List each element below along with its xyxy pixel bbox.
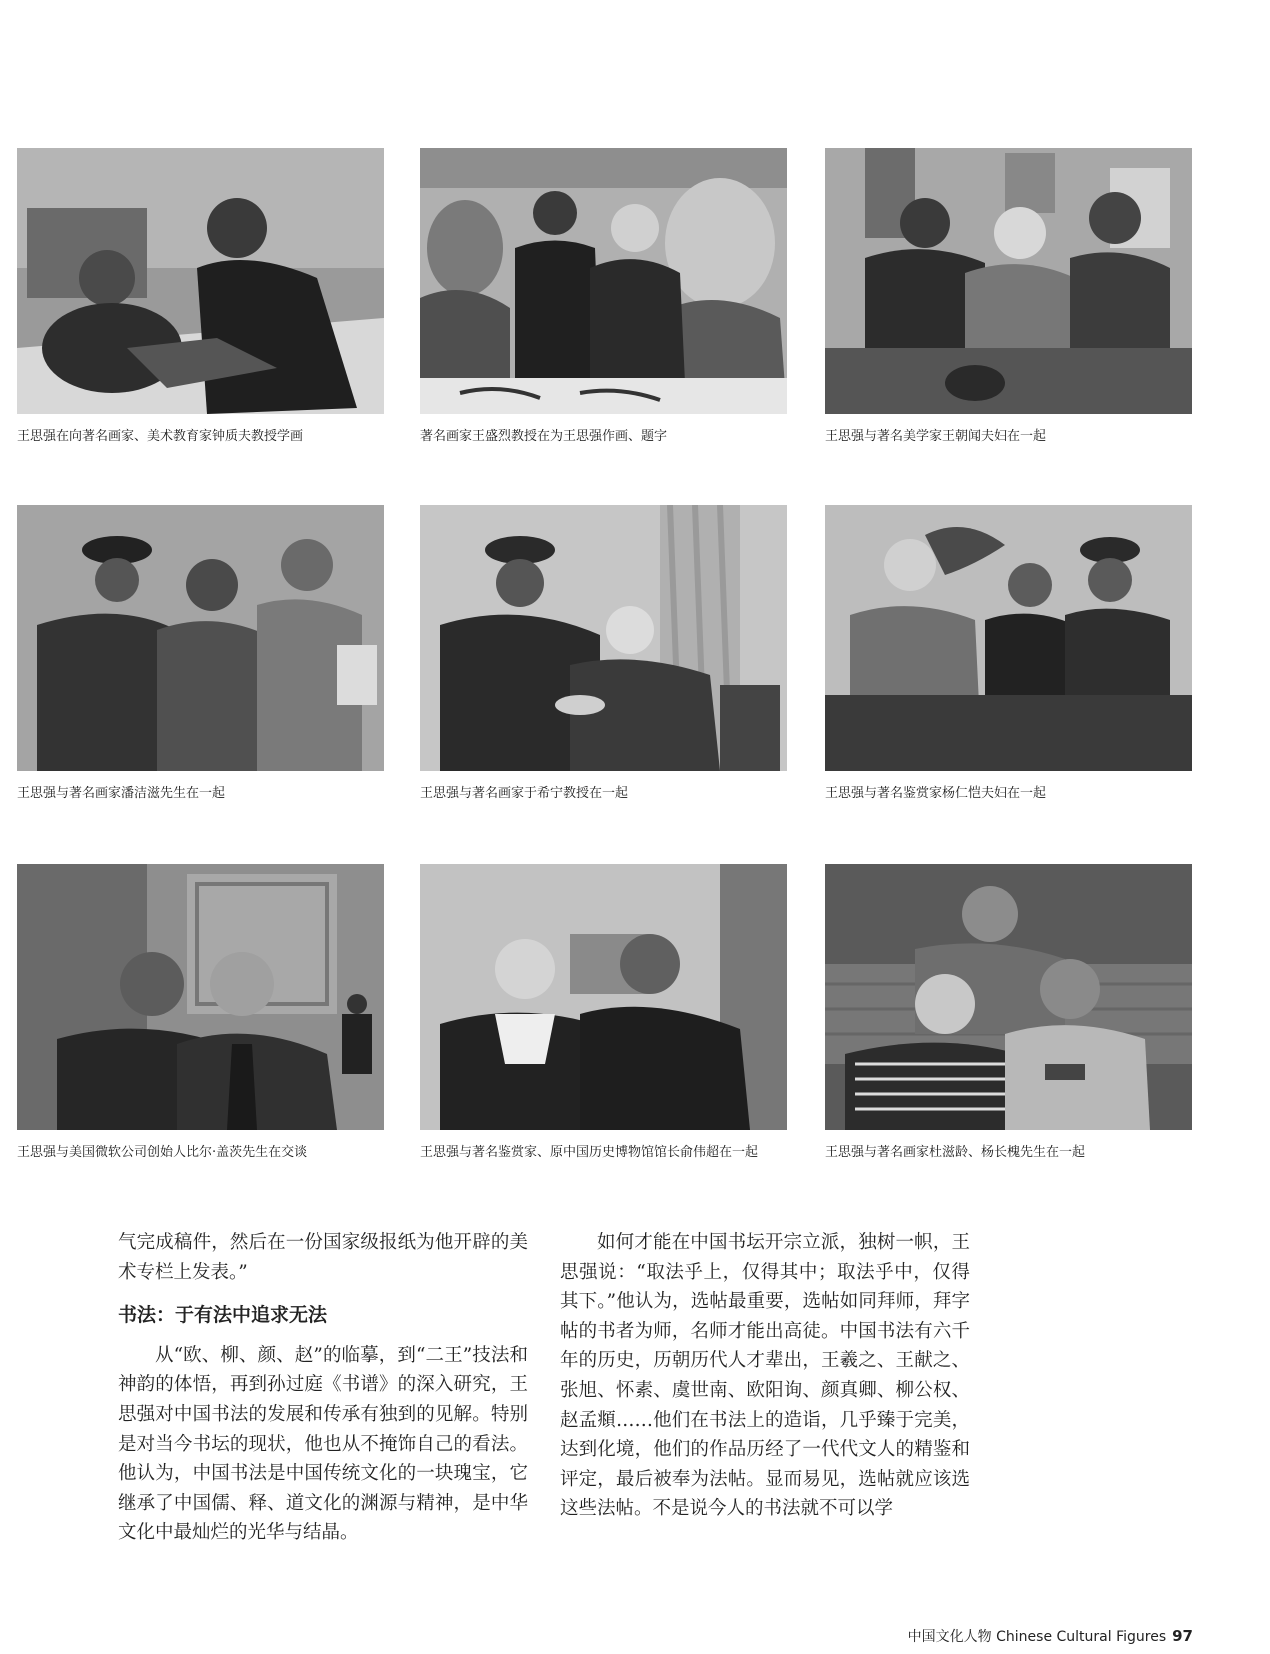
photo-portrait-painting (420, 148, 787, 414)
article-column-right (560, 1228, 970, 1524)
photo-three-men-seated (17, 505, 384, 771)
photo-caption: 王思强与著名画家于希宁教授在一起 (420, 786, 629, 801)
photo-caption: 王思强与著名画家杜滋龄、杨长槐先生在一起 (825, 1145, 1086, 1160)
photo-caption: 王思强在向著名画家、美术教育家钟质夫教授学画 (17, 429, 304, 444)
photo-aesthetician-couple (825, 148, 1192, 414)
photo-caption: 王思强与著名美学家王朝闻夫妇在一起 (825, 429, 1047, 444)
photo-caption: 王思强与美国微软公司创始人比尔·盖茨先生在交谈 (17, 1145, 308, 1160)
photo-handshake (420, 505, 787, 771)
page-number: 97 (1172, 1627, 1193, 1645)
section-heading: 书法：于有法中追求无法 (118, 1304, 328, 1327)
photo-caption: 著名画家王盛烈教授在为王思强作画、题字 (420, 429, 668, 444)
photo-learning-painting (17, 148, 384, 414)
page-footer (908, 1626, 1193, 1646)
photo-connoisseur-couple (825, 505, 1192, 771)
photo-caption: 王思强与著名鉴赏家杨仁恺夫妇在一起 (825, 786, 1047, 801)
magazine-name: 中国文化人物 Chinese Cultural Figures (907, 1629, 1167, 1645)
photo-caption: 王思强与著名画家潘洁滋先生在一起 (17, 786, 226, 801)
photo-museum-director (420, 864, 787, 1130)
photo-bill-gates (17, 864, 384, 1130)
photo-grid (17, 148, 1193, 1158)
article-column-left (118, 1228, 528, 1548)
photo-caption: 王思强与著名鉴赏家、原中国历史博物馆馆长俞伟超在一起 (420, 1145, 759, 1160)
article-paragraph: 从“欧、柳、颜、赵”的临摹，到“二王”技法和神韵的体悟，再到孙过庭《书谱》的深入研究，王思强对中国书法的发展和传承有独到的见解。特别是对当今书坛的现状，他也从不掩饰自己的看法。他认为，中国书法是中国传统文化的一块瑰宝，它继承了中国儒、释、道文化的渊源与精神，是中华文化中最灿烂的光华与结晶。 (118, 1344, 528, 1544)
photo-painters-group (825, 864, 1192, 1130)
article-paragraph: 如何才能在中国书坛开宗立派，独树一帜，王思强说：“取法乎上，仅得其中；取法乎中，仅得其下。”他认为，选帖最重要，选帖如同拜师，拜字帖的书者为师，名师才能出高徒。中国书法有六千年的历史，历朝历代人才辈出，王羲之、王献之、张旭、怀素、虞世南、欧阳询、颜真卿、柳公权、赵孟頫……他们在书法上的造诣，几乎臻于完美，达到化境，他们的作品历经了一代代文人的精鉴和评定，最后被奉为法帖。显而易见，选帖就应该选这些法帖。不是说今人的书法就不可以学 (560, 1232, 970, 1520)
article-paragraph: 气完成稿件，然后在一份国家级报纸为他开辟的美术专栏上发表。” (118, 1232, 528, 1283)
